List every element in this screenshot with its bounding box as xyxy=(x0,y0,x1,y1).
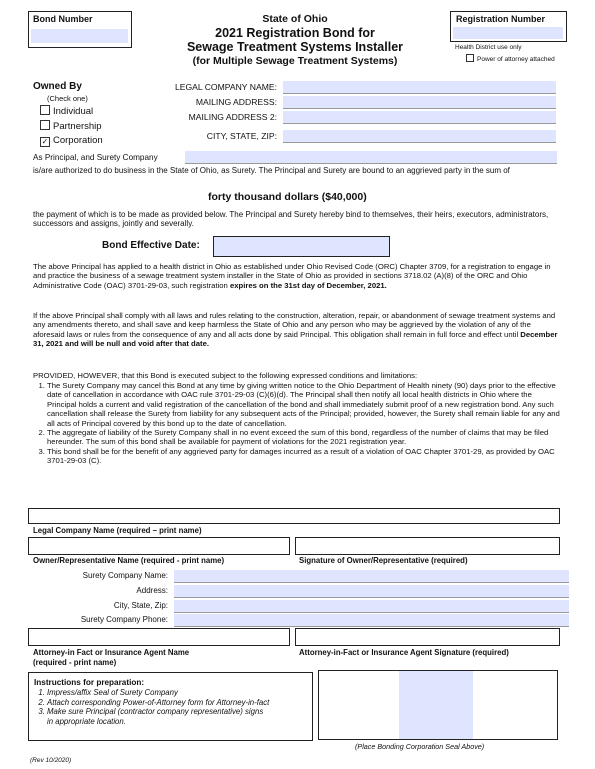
mailing-address-label: MAILING ADDRESS: xyxy=(195,97,277,107)
instruction-item xyxy=(47,707,309,726)
surety-company-field[interactable] xyxy=(185,151,557,164)
surety-city-field[interactable] xyxy=(174,600,569,613)
page-title xyxy=(150,13,440,67)
partnership-label: Partnership xyxy=(53,121,102,132)
corporation-label: Corporation xyxy=(53,135,103,146)
mailing-address-field[interactable] xyxy=(283,96,556,109)
individual-label: Individual xyxy=(53,106,94,117)
title-line-3: (for Multiple Sewage Treatment Systems) xyxy=(192,55,398,67)
conditions-list xyxy=(33,381,561,466)
condition-item: 3. This bond shall be for the benefit of any aggrieved party for damages incurred as a result of a violation of OAC Chapter 3701-29, as provided by OAC 3701-29-03 (C). xyxy=(47,447,561,466)
owned-by-title: Owned By xyxy=(33,81,82,92)
attorney-signature-input[interactable] xyxy=(295,628,560,646)
surety-address-field[interactable] xyxy=(174,585,569,598)
attorney-name-input[interactable] xyxy=(28,628,290,646)
corporation-checkbox[interactable] xyxy=(40,137,50,147)
registration-number-box xyxy=(450,11,567,42)
legal-company-name-sig-label: Legal Company Name (required – print name) xyxy=(33,526,202,535)
paragraph-compliance xyxy=(33,311,561,349)
surety-company-name-label: Surety Company Name: xyxy=(82,571,168,580)
paragraph-principal-applied xyxy=(33,262,561,290)
surety-company-name-field[interactable] xyxy=(174,570,569,583)
instruction-item-3-cont: in appropriate location. xyxy=(47,716,126,726)
p2-bold: December 31, 2021 and will be null and void after that date. xyxy=(33,329,558,349)
title-line-2: Sewage Treatment Systems Installer xyxy=(186,40,404,54)
seal-caption: (Place Bonding Corporation Seal Above) xyxy=(355,742,485,751)
city-state-zip-field[interactable] xyxy=(283,130,556,143)
provided-however: PROVIDED, HOWEVER, that this Bond is executed subject to the following expressed conditions and limitations: xyxy=(33,371,418,380)
attorney-signature-label: Attorney-in-Fact or Insurance Agent Signature (required) xyxy=(299,648,509,657)
instruction-item: 2. Attach corresponding Power-of-Attorney form for Attorney-in-fact xyxy=(47,698,309,708)
bond-amount: forty thousand dollars ($40,000) xyxy=(208,191,367,203)
bond-number-box xyxy=(28,11,132,48)
as-principal-text: As Principal, and Surety Company xyxy=(33,153,158,162)
payment-text: the payment of which is to be made as provided below. The Principal and Surety hereby bind to themselves, their heirs, executors, administrators, successors and assigns, jointly and severally. xyxy=(33,210,549,229)
seal-box[interactable] xyxy=(318,670,558,740)
surety-city-label: City, State, Zip: xyxy=(113,601,168,610)
registration-number-label: Registration Number xyxy=(456,14,546,24)
owner-type-partnership[interactable] xyxy=(40,120,102,132)
individual-checkbox[interactable] xyxy=(40,105,50,115)
instruction-item: 1. Impress/affix Seal of Surety Company xyxy=(47,688,309,698)
partnership-checkbox[interactable] xyxy=(40,120,50,130)
p2-text: If the above Principal shall comply with all laws and rules relating to the construction, alteration, repair, or abandonment of sewage treatment systems and any amendments thereto, and shall save and keep harmless the State of Ohio and any person who may be aggrieved by the violation of any of the aforesaid laws or rules from the consequence of any and all acts done by said Principal. This obligation shall remain in full force and effect until xyxy=(33,311,556,339)
owner-rep-name-input[interactable] xyxy=(28,537,290,555)
state-heading: State of Ohio xyxy=(262,13,328,25)
check-one-note: (Check one) xyxy=(47,94,88,103)
attorney-name-label-line1: Attorney-in Fact or Insurance Agent Name xyxy=(33,648,190,657)
bond-effective-date-field[interactable] xyxy=(213,236,390,257)
legal-company-name-input[interactable] xyxy=(28,508,560,524)
instructions-title: Instructions for preparation: xyxy=(34,678,145,687)
check-mark-icon: ✓ xyxy=(41,137,49,146)
mailing-address-2-label: MAILING ADDRESS 2: xyxy=(188,112,277,122)
poa-checkbox-icon[interactable] xyxy=(466,54,474,62)
owner-rep-name-label: Owner/Representative Name (required - print name) xyxy=(33,556,225,565)
mailing-address-2-field[interactable] xyxy=(283,111,556,124)
condition-item: 1. The Surety Company may cancel this Bond at any time by giving written notice to the Ohio Department of Health ninety (90) days prior to the effective date of cancellation in accordance with OAC rule 3701-29-03 (C)(6)(d). The Principal shall then notify all local health districts in Ohio where the Principal holds a current and valid registration of the cancellation of the bond and shall immediately submit proof of a new registration bond. Any such cancellation shall release the Surety from liability for any subsequent acts of the Principal; provided, however, the Surety shall remain liable for any and all acts of Principal covered by this bond up to the date of cancellation. xyxy=(47,381,561,428)
surety-phone-label: Surety Company Phone: xyxy=(80,615,168,624)
legal-company-name-label: LEGAL COMPANY NAME: xyxy=(174,82,277,92)
bond-effective-date-label: Bond Effective Date: xyxy=(102,240,200,251)
city-state-zip-label: CITY, STATE, ZIP: xyxy=(206,131,277,141)
owner-rep-signature-label: Signature of Owner/Representative (required) xyxy=(299,556,468,565)
condition-item: 2. The aggregate of liability of the Surety Company shall in no event exceed the sum of this bond, regardless of the number of claims that may be filed hereunder. The sum of this bond shall be available for payment of violations for the 2021 registration year. xyxy=(47,428,561,447)
bond-number-field[interactable] xyxy=(31,29,128,43)
surety-phone-field[interactable] xyxy=(174,614,569,627)
instructions-box xyxy=(28,672,313,741)
authorized-text: is/are authorized to do business in the State of Ohio, as Surety. The Principal and Surety are bound to an aggrieved party in the sum of xyxy=(33,166,510,175)
legal-company-name-field[interactable] xyxy=(283,81,556,94)
attorney-name-label-line2: (required - print name) xyxy=(33,658,117,667)
title-line-1: 2021 Registration Bond for xyxy=(215,26,375,40)
surety-address-label: Address: xyxy=(136,586,168,595)
owner-type-corporation[interactable] xyxy=(40,135,103,147)
owner-type-individual[interactable] xyxy=(40,105,93,117)
health-district-use: Health District use only xyxy=(455,44,522,51)
instruction-item-3: Make sure Principal (contractor company representative) signs xyxy=(47,707,264,717)
instructions-list xyxy=(34,688,309,726)
seal-area[interactable] xyxy=(399,671,473,739)
p1-bold: expires on the 31st day of December, 2021. xyxy=(229,280,387,290)
power-of-attorney-checkbox[interactable] xyxy=(466,54,555,63)
owner-rep-signature-input[interactable] xyxy=(295,537,560,555)
p1-text: The above Principal has applied to a health district in Ohio as established under Ohio Revised Code (ORC) Chapter 3709, for a registration to engage in and practice the business of a sewage treatment system installer in the State of Ohio as provided in sections 3718.02 (A)(8) of the ORC and Ohio Administrative Code (OAC) 3701-29-03, such registration xyxy=(33,262,551,290)
revision-label: (Rev 10/2020) xyxy=(30,757,72,764)
poa-label: Power of attorney attached xyxy=(477,56,555,63)
registration-number-field[interactable] xyxy=(453,27,563,39)
bond-number-label: Bond Number xyxy=(33,14,93,24)
attorney-name-label xyxy=(33,648,189,668)
